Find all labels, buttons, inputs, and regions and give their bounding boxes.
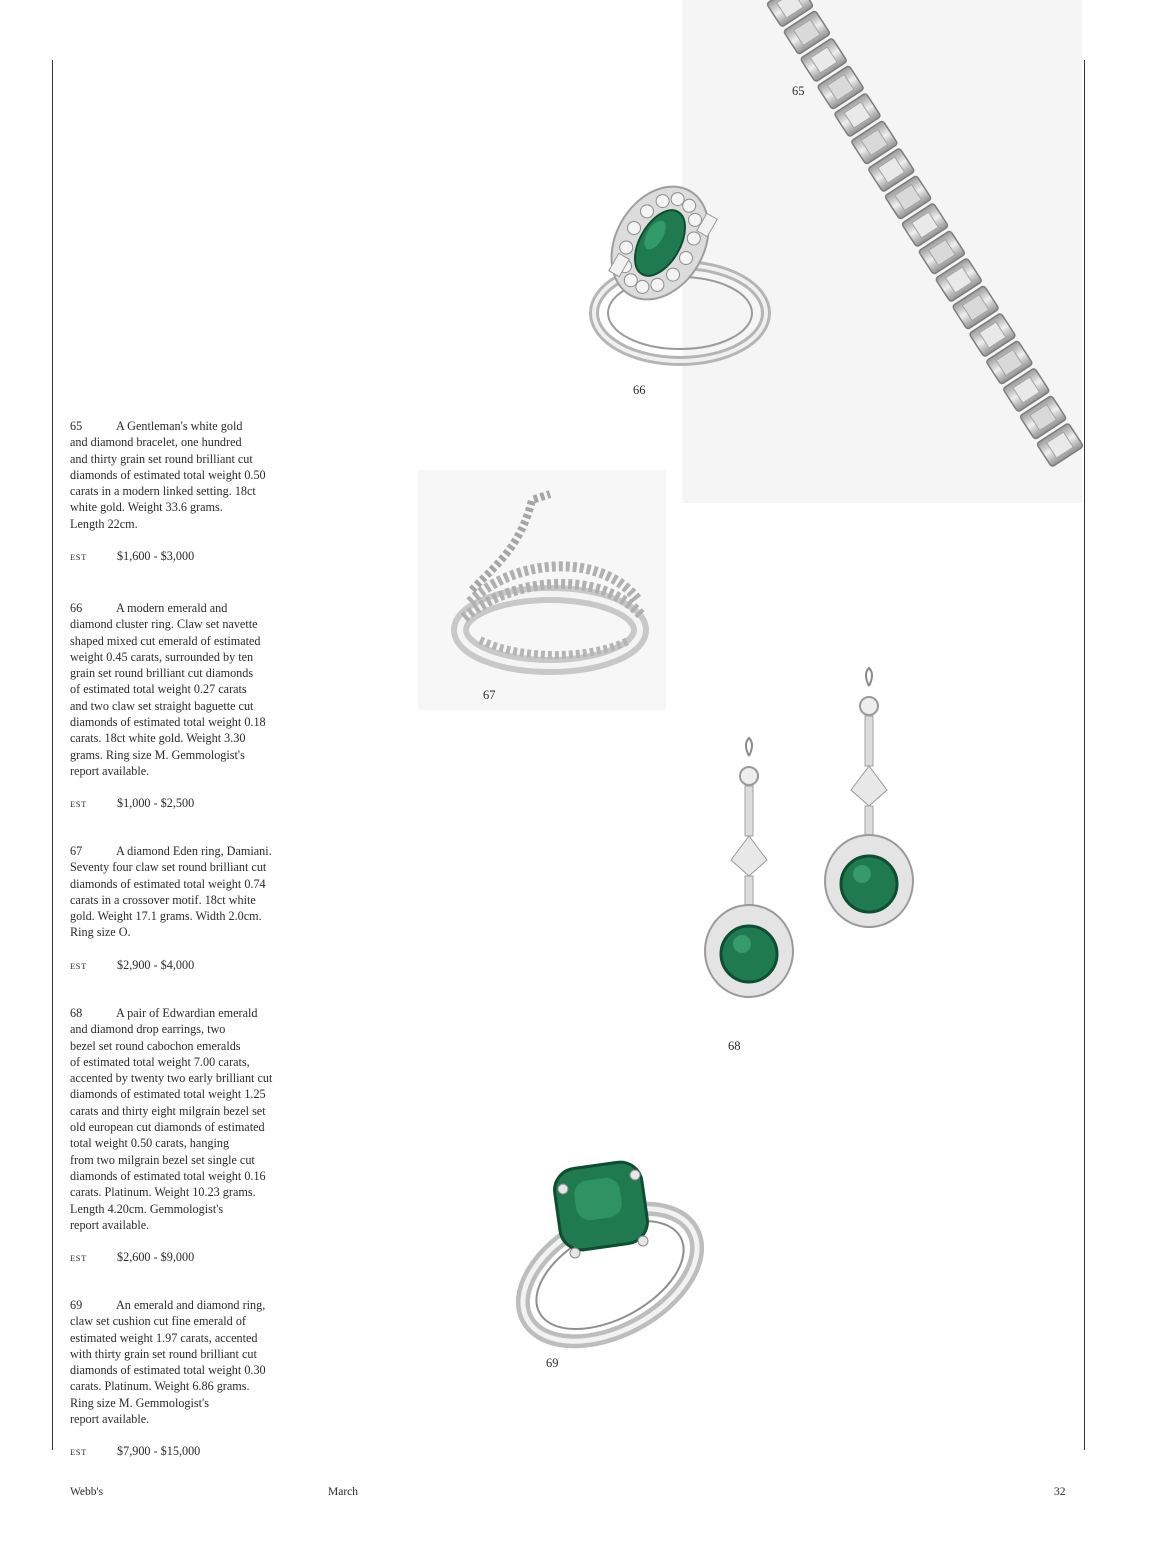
photo-label-65: 65	[792, 84, 805, 98]
lot-number: 68	[70, 1006, 83, 1020]
lot-number: 65	[70, 419, 83, 433]
lot-number: 69	[70, 1298, 83, 1312]
estimate-row	[70, 796, 302, 812]
lot-title: A pair of Edwardian emerald	[116, 1006, 258, 1020]
lot-69: 69 An emerald and diamond ring, claw set cushion cut fine emerald of estimated weight 1.97 carats, accented with thirty grain set round brilliant cut diamonds of estimated total weight 0.30 carats. Platinum. Weight 6.86 grams. Ring size M. Gemmologist's report available. EST $7,900 - $15,000	[70, 1297, 302, 1460]
estimate-range: $1,000 - $2,500	[117, 796, 195, 811]
estimate-range: $2,900 - $4,000	[117, 957, 195, 972]
estimate-row	[70, 1250, 302, 1266]
lot-number: 66	[70, 601, 83, 615]
lot-67: 67 A diamond Eden ring, Damiani. Seventy four claw set round brilliant cut diamonds of estimated total weight 0.74 carats in a crossover motif. 18ct white gold. Weight 17.1 grams. Width 2.0cm. Ring size O. EST $2,900 - $4,000	[70, 843, 302, 1005]
lot-68: 68 A pair of Edwardian emerald and diamond drop earrings, two bezel set round cabochon emeralds of estimated total weight 7.00 carats, accented by twenty two early brilliant cut diamonds of estimated total weight 1.25 carats and thirty eight milgrain bezel set old european cut diamonds of estimated total weight 0.50 carats, hanging from two milgrain bezel set single cut diamonds of estimated total weight 0.16 carats. Platinum. Weight 10.23 grams. Length 4.20cm. Gemmologist's report available. EST $2,600 - $9,000	[70, 1005, 302, 1297]
photo-label-66: 66	[633, 383, 646, 397]
est-label: EST	[70, 1253, 87, 1264]
est-label: EST	[70, 799, 87, 810]
lot-title: A modern emerald and	[116, 601, 228, 615]
page-number: 32	[1054, 1486, 1066, 1498]
emerald-cluster-ring-image	[585, 185, 775, 375]
lot-66: 66 A modern emerald and diamond cluster ring. Claw set navette shaped mixed cut emerald of estimated weight 0.45 carats, surrounded by ten grain set round brilliant cut diamonds of estimated total weight 0.27 carats and two claw set straight baguette cut diamonds of estimated total weight 0.18 carats. 18ct white gold. Weight 3.30 grams. Ring size M. Gemmologist's report available. EST $1,000 - $2,500	[70, 600, 302, 843]
estimate-row	[70, 958, 302, 974]
estimate-range: $1,600 - $3,000	[117, 549, 195, 564]
emerald-drop-earrings-image	[700, 676, 930, 1026]
estimate-row	[70, 1444, 302, 1460]
photo-label-68: 68	[728, 1039, 741, 1053]
est-label: EST	[70, 960, 87, 971]
photo-label-69: 69	[546, 1356, 559, 1370]
est-label: EST	[70, 1447, 87, 1458]
lot-number: 67	[70, 844, 83, 858]
footer-month: March	[328, 1486, 359, 1498]
lot-title: A diamond Eden ring, Damiani.	[116, 844, 272, 858]
footer-brand: Webb's	[70, 1486, 104, 1498]
estimate-range: $2,600 - $9,000	[117, 1250, 195, 1265]
photo-label-67: 67	[483, 688, 496, 702]
bracelet-image	[770, 0, 1085, 465]
lot-title: A Gentleman's white gold	[116, 419, 243, 433]
est-label: EST	[70, 552, 87, 563]
estimate-row	[70, 549, 302, 565]
lot-descriptions	[70, 418, 302, 1460]
cushion-emerald-ring-image	[505, 1155, 710, 1340]
estimate-range: $7,900 - $15,000	[117, 1444, 201, 1459]
left-margin-rule	[52, 60, 53, 1450]
diamond-crossover-ring-image	[450, 490, 650, 680]
lot-65: 65 A Gentleman's white gold and diamond bracelet, one hundred and thirty grain set round brilliant cut diamonds of estimated total weight 0.50 carats in a modern linked setting. 18ct white gold. Weight 33.6 grams. Length 22cm. EST $1,600 - $3,000	[70, 418, 302, 600]
lot-title: An emerald and diamond ring,	[116, 1298, 266, 1312]
